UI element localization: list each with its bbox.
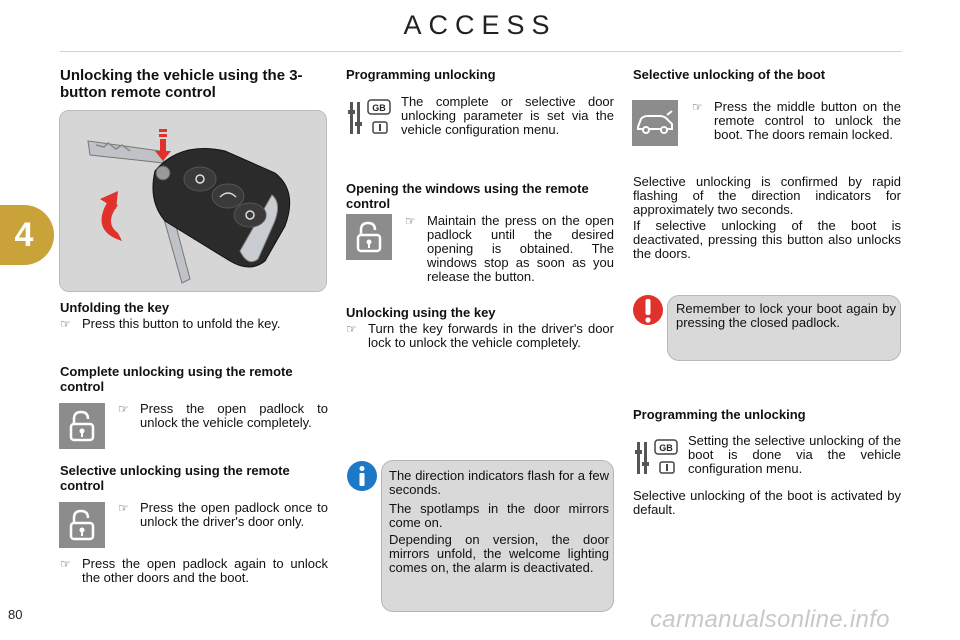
exclamation-icon	[632, 293, 664, 327]
warning-panel	[667, 295, 901, 361]
pointing-finger-icon: ☞	[346, 322, 357, 336]
info-panel	[381, 460, 614, 612]
subheading-selective: Selective unlocking using the remote control	[60, 463, 290, 493]
bullet-unfold: ☞ Press this button to unfold the key.	[60, 316, 281, 331]
info-icon	[346, 460, 378, 492]
subheading-programming-boot: Programming the unlocking	[633, 407, 806, 422]
car-boot-icon	[632, 100, 678, 146]
pointing-finger-icon: ☞	[60, 317, 71, 331]
open-padlock-icon	[346, 214, 392, 260]
warning-text: Remember to lock your boot again by pressing the closed padlock.	[676, 301, 896, 330]
page-title: ACCESS	[403, 10, 557, 40]
configuration-menu-icon	[346, 96, 394, 140]
key-illustration	[59, 110, 327, 292]
subheading-boot: Selective unlocking of the boot	[633, 67, 826, 82]
default-text: Selective unlocking of the boot is activated by default.	[633, 488, 901, 517]
subheading-programming: Programming unlocking	[346, 67, 496, 82]
bullet-selective-again: ☞ Press the open padlock again to unlock the other doors and the boot.	[60, 556, 328, 585]
page-number: 80	[8, 607, 23, 622]
info-text-1: The direction indicators flash for a few seconds.	[389, 468, 609, 497]
pointing-finger-icon: ☞	[60, 557, 71, 571]
open-padlock-icon	[59, 502, 105, 548]
section-heading-remote: Unlocking the vehicle using the 3-button remote control	[60, 67, 303, 101]
chapter-tab: 4	[0, 205, 54, 265]
gb-label: GB	[659, 443, 673, 453]
subheading-windows: Opening the windows using the remote control	[346, 181, 589, 211]
pointing-finger-icon: ☞	[118, 501, 129, 515]
subheading-key: Unlocking using the key	[346, 305, 496, 320]
pointing-finger-icon: ☞	[405, 214, 416, 228]
info-text-3: Depending on version, the door mirrors unfold, the welcome lighting comes on, the alarm is deactivated.	[389, 532, 609, 575]
gb-label: GB	[372, 103, 386, 113]
pointing-finger-icon: ☞	[692, 100, 703, 114]
bullet-key: ☞ Turn the key forwards in the driver's door lock to unlock the vehicle completely.	[346, 321, 614, 350]
subheading-complete: Complete unlocking using the remote control	[60, 364, 293, 394]
bullet-complete: ☞ Press the open padlock to unlock the vehicle completely.	[118, 401, 328, 430]
boot-confirm-text: Selective unlocking is confirmed by rapid flashing of the direction indicators for approximately two seconds.	[633, 174, 901, 217]
programming-boot-text: Setting the selective unlocking of the boot is done via the vehicle configuration menu.	[688, 433, 901, 476]
configuration-menu-icon	[633, 436, 681, 480]
title-divider	[60, 51, 902, 52]
programming-text: The complete or selective door unlocking parameter is set via the vehicle configuration menu.	[401, 94, 614, 137]
subheading-unfold: Unfolding the key	[60, 300, 170, 315]
boot-deactivate-text: If selective unlocking of the boot is deactivated, pressing this button also unlocks the doors.	[633, 218, 901, 261]
watermark: carmanualsonline.info	[650, 606, 890, 633]
remote-key-icon	[60, 111, 327, 292]
bullet-boot: ☞ Press the middle button on the remote control to unlock the boot. The doors remain locked.	[692, 99, 901, 142]
info-text-2: The spotlamps in the door mirrors come on.	[389, 501, 609, 530]
open-padlock-icon	[59, 403, 105, 449]
bullet-selective: ☞ Press the open padlock once to unlock the driver's door only.	[118, 500, 328, 529]
bullet-windows: ☞ Maintain the press on the open padlock until the desired opening is obtained. The windows stop as soon as you release the button.	[405, 213, 614, 284]
pointing-finger-icon: ☞	[118, 402, 129, 416]
